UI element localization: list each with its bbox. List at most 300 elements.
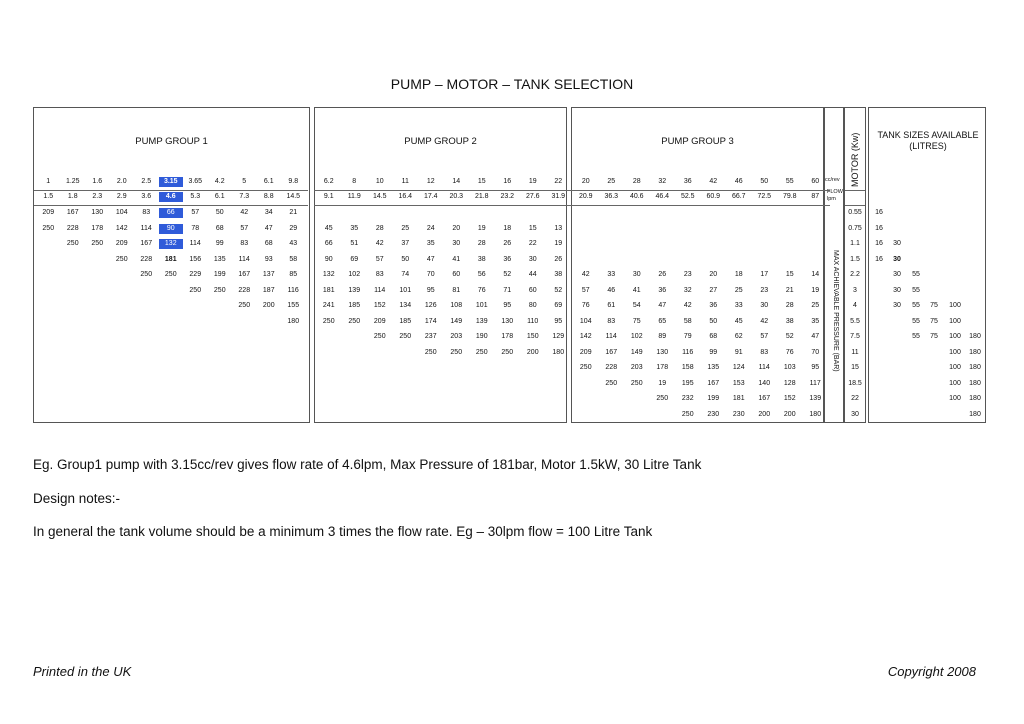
pressure-cell: 135 (213, 255, 226, 263)
cc-rev-cell: 16 (503, 178, 512, 185)
tank-size-cell: 55 (912, 271, 920, 278)
pump-group-1-label: PUMP GROUP 1 (135, 136, 208, 147)
pressure-cell: 95 (503, 302, 512, 309)
pressure-cell: 57 (191, 209, 200, 216)
pressure-cell: 66 (159, 208, 184, 218)
pressure-cell: 203 (450, 333, 463, 340)
cc-rev-cell: 36 (683, 178, 692, 185)
cc-rev-cell: 1.25 (65, 178, 80, 185)
pressure-cell: 93 (264, 255, 273, 263)
pressure-cell: 14 (811, 271, 820, 278)
pressure-cell: 132 (159, 239, 184, 249)
pressure-cell: 74 (401, 271, 410, 278)
pressure-cell: 42 (375, 240, 384, 247)
pressure-cell: 126 (424, 302, 437, 309)
pressure-cell: 250 (66, 240, 79, 247)
pressure-cell: 228 (140, 255, 153, 263)
pressure-cell: 52 (503, 271, 512, 278)
pressure-cell: 232 (681, 395, 694, 402)
pressure-cell: 114 (140, 224, 152, 232)
pressure-cell: 153 (732, 379, 745, 387)
cc-rev-cell: 42 (709, 178, 718, 185)
pressure-cell: 250 (322, 317, 335, 325)
pressure-cell: 47 (264, 224, 273, 232)
flow-cell: 14.5 (286, 193, 301, 200)
pressure-cell: 50 (709, 317, 718, 325)
motor-kw-cell: 18.5 (848, 379, 862, 387)
pressure-cell: 180 (287, 317, 300, 325)
flow-cell: 52.5 (680, 193, 695, 200)
pressure-cell: 45 (734, 317, 743, 325)
pressure-cell: 209 (42, 209, 55, 216)
flow-cell: 1.5 (43, 193, 54, 200)
page-title: PUMP – MOTOR – TANK SELECTION (390, 76, 634, 92)
tank-size-cell: 180 (969, 333, 981, 340)
pressure-cell: 91 (734, 348, 743, 356)
pressure-cell: 200 (758, 410, 771, 418)
motor-kw-cell: 15 (851, 364, 859, 371)
motor-kw-cell: 0.55 (848, 209, 862, 216)
pressure-cell: 237 (424, 333, 437, 340)
flow-cell: 11.9 (347, 193, 361, 200)
pressure-cell: 149 (450, 317, 463, 325)
pressure-cell: 83 (760, 348, 769, 356)
pressure-cell: 250 (213, 286, 226, 294)
motor-kw-cell: 2.2 (850, 271, 860, 278)
example-note: Eg. Group1 pump with 3.15cc/rev gives flow rate of 4.6lpm, Max Pressure of 181bar, Motor 1.5kW, 30 Litre Tank (33, 457, 702, 472)
pressure-cell: 76 (785, 348, 794, 356)
flow-cell: 3.6 (141, 193, 152, 200)
pressure-cell: 167 (605, 348, 618, 356)
pressure-cell: 28 (785, 302, 794, 309)
tank-size-cell: 30 (893, 255, 901, 263)
pressure-cell: 54 (632, 302, 641, 309)
pressure-cell: 83 (375, 271, 384, 278)
pressure-cell: 26 (554, 255, 563, 263)
pressure-cell: 47 (811, 333, 820, 340)
cc-rev-cell: 15 (477, 178, 486, 185)
pressure-cell: 181 (732, 395, 745, 402)
flow-cell: 31.9 (551, 193, 566, 200)
cc-rev-cell: 28 (632, 178, 641, 185)
pressure-cell: 152 (373, 302, 386, 309)
pressure-cell: 33 (607, 271, 616, 278)
pressure-cell: 20 (452, 224, 461, 232)
cc-rev-cell: 6.1 (263, 178, 274, 185)
tank-size-cell: 100 (949, 302, 961, 309)
motor-kw-cell: 7.5 (850, 333, 860, 340)
pressure-cell: 128 (783, 379, 796, 387)
tank-size-cell: 16 (875, 209, 883, 216)
cc-rev-cell: 11 (401, 178, 409, 185)
tank-size-cell: 16 (875, 255, 883, 263)
pressure-cell: 203 (630, 364, 643, 371)
pressure-cell: 199 (213, 271, 226, 278)
pressure-cell: 30 (632, 271, 641, 278)
flow-cell: 2.9 (116, 193, 127, 200)
pressure-cell: 37 (401, 240, 410, 247)
pressure-cell: 149 (630, 348, 643, 356)
motor-kw-cell: 3 (853, 286, 857, 294)
motor-kw-cell: 0.75 (848, 224, 862, 232)
motor-kw-cell: 11 (851, 348, 859, 356)
pressure-cell: 241 (322, 302, 335, 309)
pressure-cell: 139 (475, 317, 488, 325)
pressure-cell: 62 (734, 333, 743, 340)
pressure-cell: 35 (350, 224, 359, 232)
pressure-cell: 90 (324, 255, 333, 263)
flow-cell: 66.7 (731, 193, 746, 200)
cc-rev-cell: 9.8 (288, 178, 299, 185)
flow-cell: 9.1 (323, 193, 334, 200)
pressure-cell: 139 (348, 286, 361, 294)
pressure-cell: 102 (630, 333, 643, 340)
tank-panel (868, 107, 986, 423)
pressure-cell: 70 (811, 348, 820, 356)
tank-size-cell: 100 (949, 395, 961, 402)
pressure-cell: 104 (115, 209, 128, 216)
pressure-cell: 70 (426, 271, 435, 278)
pressure-cell: 19 (554, 240, 563, 247)
flow-cell: 60.9 (706, 193, 721, 200)
pressure-cell: 42 (683, 302, 692, 309)
flow-cell: 23.2 (500, 193, 515, 200)
tank-size-cell: 180 (969, 395, 981, 402)
pressure-cell: 44 (528, 271, 537, 278)
pressure-cell: 19 (811, 286, 820, 294)
pressure-cell: 38 (477, 255, 486, 263)
pressure-cell: 81 (452, 286, 461, 294)
pressure-cell: 250 (579, 364, 592, 371)
tank-size-cell: 100 (949, 317, 961, 325)
cc-rev-cell: 19 (528, 178, 537, 185)
pressure-cell: 102 (348, 271, 361, 278)
pressure-cell: 32 (683, 286, 692, 294)
pressure-cell: 60 (452, 271, 461, 278)
pump-group-3-panel (571, 107, 824, 423)
pressure-cell: 61 (607, 302, 616, 309)
pressure-cell: 209 (579, 348, 592, 356)
pressure-cell: 250 (605, 379, 618, 387)
pressure-cell: 35 (811, 317, 820, 325)
pressure-cell: 47 (658, 302, 667, 309)
pressure-cell: 30 (760, 302, 769, 309)
pressure-cell: 28 (375, 224, 384, 232)
tank-size-cell: 75 (930, 333, 938, 340)
flow-cell: 27.6 (525, 193, 540, 200)
pressure-cell: 167 (707, 379, 720, 387)
pressure-cell: 50 (215, 209, 224, 216)
cc-rev-cell: 4.2 (214, 178, 225, 185)
pressure-cell: 185 (348, 302, 361, 309)
pressure-cell: 19 (658, 379, 667, 387)
pressure-cell: 34 (264, 209, 273, 216)
pressure-cell: 167 (238, 271, 251, 278)
pressure-cell: 58 (683, 317, 692, 325)
cc-rev-cell: 50 (760, 178, 769, 185)
pressure-cell: 155 (287, 302, 300, 309)
pressure-cell: 33 (734, 302, 743, 309)
pressure-cell: 228 (238, 286, 251, 294)
pressure-cell: 229 (189, 271, 202, 278)
cc-rev-cell: 22 (554, 178, 563, 185)
pressure-cell: 250 (501, 348, 514, 356)
pressure-cell: 250 (91, 240, 104, 247)
pressure-cell: 103 (783, 364, 796, 371)
pressure-cell: 228 (605, 364, 618, 371)
pressure-cell: 250 (348, 317, 361, 325)
pressure-cell: 185 (399, 317, 412, 325)
pressure-cell: 114 (189, 240, 201, 247)
pressure-cell: 134 (399, 302, 412, 309)
cc-rev-cell: 1 (46, 178, 51, 185)
pressure-cell: 180 (809, 410, 822, 418)
pressure-cell: 18 (734, 271, 743, 278)
flow-cell: 8.8 (263, 193, 274, 200)
pressure-cell: 41 (452, 255, 461, 263)
pressure-cell: 76 (581, 302, 590, 309)
pressure-cell: 57 (375, 255, 384, 263)
pressure-cell: 250 (189, 286, 202, 294)
pressure-cell: 142 (579, 333, 592, 340)
pressure-cell: 130 (91, 209, 104, 216)
pressure-cell: 104 (579, 317, 592, 325)
pressure-cell: 78 (191, 224, 200, 232)
pressure-cell: 114 (758, 364, 770, 371)
pressure-cell: 20 (709, 271, 718, 278)
pressure-cell: 158 (681, 364, 694, 371)
pressure-cell: 129 (552, 333, 565, 340)
tank-size-cell: 180 (969, 348, 981, 356)
pressure-cell: 45 (324, 224, 333, 232)
flow-cell: 7.3 (239, 193, 250, 200)
pressure-cell: 23 (683, 271, 692, 278)
pressure-cell: 19 (477, 224, 486, 232)
pressure-cell: 142 (115, 224, 128, 232)
pressure-cell: 29 (289, 224, 298, 232)
flow-cell: 16.4 (398, 193, 413, 200)
pressure-cell: 250 (42, 224, 55, 232)
pressure-cell: 27 (709, 286, 718, 294)
pressure-cell: 181 (322, 286, 335, 294)
pressure-cell: 65 (658, 317, 667, 325)
motor-kw-cell: 30 (851, 410, 859, 418)
pressure-cell: 58 (289, 255, 298, 263)
pressure-cell: 195 (681, 379, 694, 387)
pressure-cell: 42 (581, 271, 590, 278)
pressure-cell: 130 (501, 317, 514, 325)
flow-cell: 6.1 (214, 193, 225, 200)
pressure-cell: 25 (811, 302, 820, 309)
pressure-cell: 17 (760, 271, 769, 278)
flow-cell: 2.3 (92, 193, 103, 200)
pressure-cell: 174 (424, 317, 437, 325)
row-divider (571, 205, 830, 206)
pressure-cell: 30 (528, 255, 537, 263)
pressure-cell: 250 (630, 379, 643, 387)
pressure-cell: 25 (401, 224, 410, 232)
pressure-cell: 22 (528, 240, 537, 247)
pressure-cell: 79 (683, 333, 692, 340)
cc-rev-cell: 55 (785, 178, 794, 185)
pressure-cell: 42 (760, 317, 769, 325)
tank-size-cell: 75 (930, 302, 938, 309)
pressure-cell: 200 (783, 410, 796, 418)
pressure-cell: 228 (66, 224, 79, 232)
pressure-cell: 230 (732, 410, 745, 418)
pressure-cell: 15 (528, 224, 537, 232)
pressure-cell: 250 (475, 348, 488, 356)
pressure-cell: 114 (605, 333, 617, 340)
tank-size-cell: 75 (930, 317, 938, 325)
cc-rev-cell: 60 (811, 178, 820, 185)
flow-unit-label: FLOW lpm (827, 189, 843, 202)
flow-cell: 72.5 (757, 193, 772, 200)
row-divider (571, 190, 830, 191)
pressure-cell: 156 (189, 255, 202, 263)
pressure-cell: 85 (289, 271, 298, 278)
pressure-cell: 167 (758, 395, 771, 402)
cc-rev-cell: 14 (452, 178, 461, 185)
pressure-cell: 46 (607, 286, 616, 294)
flow-cell: 20.9 (578, 193, 593, 200)
footer-left: Printed in the UK (33, 664, 132, 679)
pressure-cell: 21 (289, 209, 298, 216)
pressure-cell: 66 (324, 240, 333, 247)
pressure-cell: 140 (758, 379, 771, 387)
tank-size-cell: 30 (893, 302, 901, 309)
pressure-cell: 124 (732, 364, 745, 371)
pressure-cell: 69 (554, 302, 563, 309)
pressure-cell: 167 (66, 209, 79, 216)
pressure-cell: 68 (264, 240, 273, 247)
motor-kw-cell: 1.5 (850, 255, 860, 263)
pressure-cell: 99 (215, 240, 224, 247)
pressure-cell: 30 (452, 240, 461, 247)
pressure-cell: 52 (785, 333, 794, 340)
footer-right: Copyright 2008 (887, 664, 976, 679)
pressure-cell: 76 (477, 286, 486, 294)
pressure-cell: 42 (240, 209, 249, 216)
pressure-cell: 130 (656, 348, 669, 356)
row-divider (314, 190, 573, 191)
tank-size-cell: 100 (949, 333, 961, 340)
flow-cell: 17.4 (423, 193, 438, 200)
pressure-cell: 15 (785, 271, 794, 278)
pressure-cell: 250 (656, 395, 669, 402)
pump-group-1-panel (33, 107, 310, 423)
motor-kw-cell: 1.1 (850, 240, 860, 247)
pressure-cell: 75 (632, 317, 641, 325)
tank-size-cell: 16 (875, 240, 883, 247)
row-divider (845, 205, 865, 206)
pump-group-3-label: PUMP GROUP 3 (661, 136, 734, 147)
pressure-cell: 68 (709, 333, 718, 340)
pressure-cell: 51 (350, 240, 359, 247)
pressure-cell: 101 (399, 286, 412, 294)
pressure-cell: 200 (262, 302, 275, 309)
pressure-cell: 181 (164, 255, 177, 263)
tank-size-cell: 55 (912, 333, 920, 340)
flow-cell: 1.8 (67, 193, 78, 200)
pressure-cell: 36 (503, 255, 512, 263)
flow-cell: 14.5 (372, 193, 387, 200)
pressure-cell: 114 (374, 286, 386, 294)
pressure-cell: 50 (401, 255, 410, 263)
tank-size-cell: 30 (893, 240, 901, 247)
pressure-cell: 13 (554, 224, 563, 232)
tank-size-cell: 55 (912, 317, 920, 325)
cc-rev-cell: 25 (607, 178, 616, 185)
tank-size-cell: 55 (912, 286, 920, 294)
pressure-cell: 139 (809, 395, 822, 402)
row-divider (845, 190, 865, 191)
pump-group-2-panel (314, 107, 567, 423)
pressure-cell: 250 (681, 410, 694, 418)
pressure-cell: 250 (164, 271, 177, 278)
tank-size-cell: 180 (969, 364, 981, 371)
pressure-cell: 250 (450, 348, 463, 356)
row-divider (314, 205, 573, 206)
pressure-cell: 69 (350, 255, 359, 263)
pressure-cell: 47 (426, 255, 435, 263)
flow-cell: 87 (811, 193, 820, 200)
pump-group-2-label: PUMP GROUP 2 (404, 136, 477, 147)
flow-cell: 79.8 (782, 193, 797, 200)
tank-size-cell: 180 (969, 410, 981, 418)
pressure-cell: 28 (477, 240, 486, 247)
pressure-cell: 23 (760, 286, 769, 294)
cc-rev-cell: 5 (242, 178, 247, 185)
pressure-cell: 95 (811, 364, 820, 371)
pressure-cell: 250 (373, 333, 386, 340)
cc-rev-cell: 2.0 (116, 178, 127, 185)
pressure-cell: 180 (552, 348, 565, 356)
cc-rev-cell: 32 (658, 178, 667, 185)
pressure-cell: 250 (424, 348, 437, 356)
pressure-cell: 57 (581, 286, 590, 294)
motor-kw-cell: 5.5 (850, 317, 860, 325)
pressure-cell: 26 (503, 240, 512, 247)
pressure-cell: 178 (501, 333, 514, 340)
flow-cell: 46.4 (655, 193, 670, 200)
pressure-cell: 230 (707, 410, 720, 418)
pressure-cell: 250 (140, 271, 153, 278)
pressure-cell: 35 (426, 240, 435, 247)
pressure-cell: 83 (142, 209, 151, 216)
tank-size-cell: 100 (949, 348, 961, 356)
pressure-cell: 41 (632, 286, 641, 294)
pressure-cell: 71 (503, 286, 512, 294)
pressure-cell: 108 (450, 302, 463, 309)
pressure-cell: 178 (91, 224, 104, 232)
pressure-cell: 116 (682, 348, 694, 356)
pressure-cell: 43 (289, 240, 298, 247)
pressure-cell: 150 (526, 333, 539, 340)
pressure-cell: 36 (709, 302, 718, 309)
cc-rev-cell: 12 (426, 178, 435, 185)
pressure-cell: 95 (426, 286, 435, 294)
pressure-cell: 24 (426, 224, 435, 232)
pressure-cell: 132 (322, 271, 335, 278)
pressure-cell: 250 (238, 302, 251, 309)
tank-size-cell: 100 (949, 379, 961, 387)
pressure-cell: 90 (159, 224, 184, 234)
cc-rev-cell: 2.5 (141, 178, 152, 185)
cc-rev-cell: 3.65 (188, 178, 203, 185)
pressure-cell: 116 (287, 286, 299, 294)
flow-cell: 20.3 (449, 193, 464, 200)
